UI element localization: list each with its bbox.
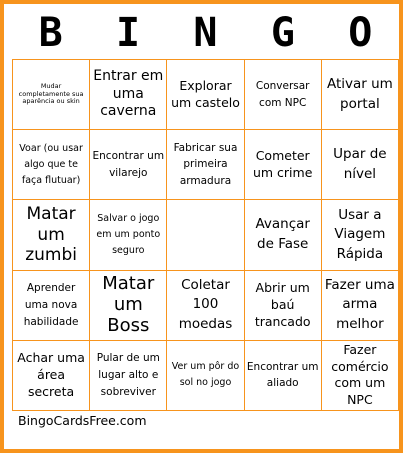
bingo-cell[interactable]: Abrir um baú trancado (245, 271, 322, 341)
bingo-cell[interactable]: Avançar de Fase (245, 200, 322, 270)
bingo-cell[interactable]: Usar a Viagem Rápida (322, 200, 399, 270)
header-letter-n: N (193, 10, 218, 56)
bingo-cell[interactable]: Matar um Boss (90, 271, 167, 341)
bingo-header (12, 10, 399, 56)
bingo-cell[interactable]: Encontrar um aliado (245, 341, 322, 411)
bingo-cell[interactable]: Fazer uma arma melhor (322, 271, 399, 341)
bingo-cell[interactable]: Coletar 100 moedas (167, 271, 244, 341)
bingo-cell[interactable]: Upar de nível (322, 130, 399, 200)
header-letter-b: B (38, 10, 63, 56)
bingo-grid (12, 59, 399, 411)
bingo-cell[interactable]: Entrar em uma caverna (90, 60, 167, 130)
bingo-cell[interactable]: Pular de um lugar alto e sobreviver (90, 341, 167, 411)
bingo-cell[interactable]: Ativar um portal (322, 60, 399, 130)
bingo-cell[interactable]: Achar uma área secreta (13, 341, 90, 411)
footer-site-name: BingoCardsFree.com (18, 413, 147, 428)
header-letter-i: I (116, 10, 141, 56)
header-letter-g: G (270, 10, 295, 56)
bingo-cell[interactable]: Mudar completamente sua aparência ou skin (13, 60, 90, 130)
bingo-cell[interactable]: Fabricar sua primeira armadura (167, 130, 244, 200)
bingo-cell[interactable]: Encontrar um vilarejo (90, 130, 167, 200)
bingo-cell[interactable]: Salvar o jogo em um ponto seguro (90, 200, 167, 270)
bingo-cell[interactable]: Aprender uma nova habilidade (13, 271, 90, 341)
bingo-cell[interactable]: Fazer comércio com um NPC (322, 341, 399, 411)
bingo-cell[interactable]: Ver um pôr do sol no jogo (167, 341, 244, 411)
bingo-cell[interactable]: Matar um zumbi (13, 200, 90, 270)
bingo-cell[interactable]: Conversar com NPC (245, 60, 322, 130)
header-letter-o: O (348, 10, 373, 56)
bingo-free-space[interactable] (167, 200, 244, 270)
bingo-cell[interactable]: Explorar um castelo (167, 60, 244, 130)
bingo-cell[interactable]: Voar (ou usar algo que te faça flutuar) (13, 130, 90, 200)
bingo-cell[interactable]: Cometer um crime (245, 130, 322, 200)
